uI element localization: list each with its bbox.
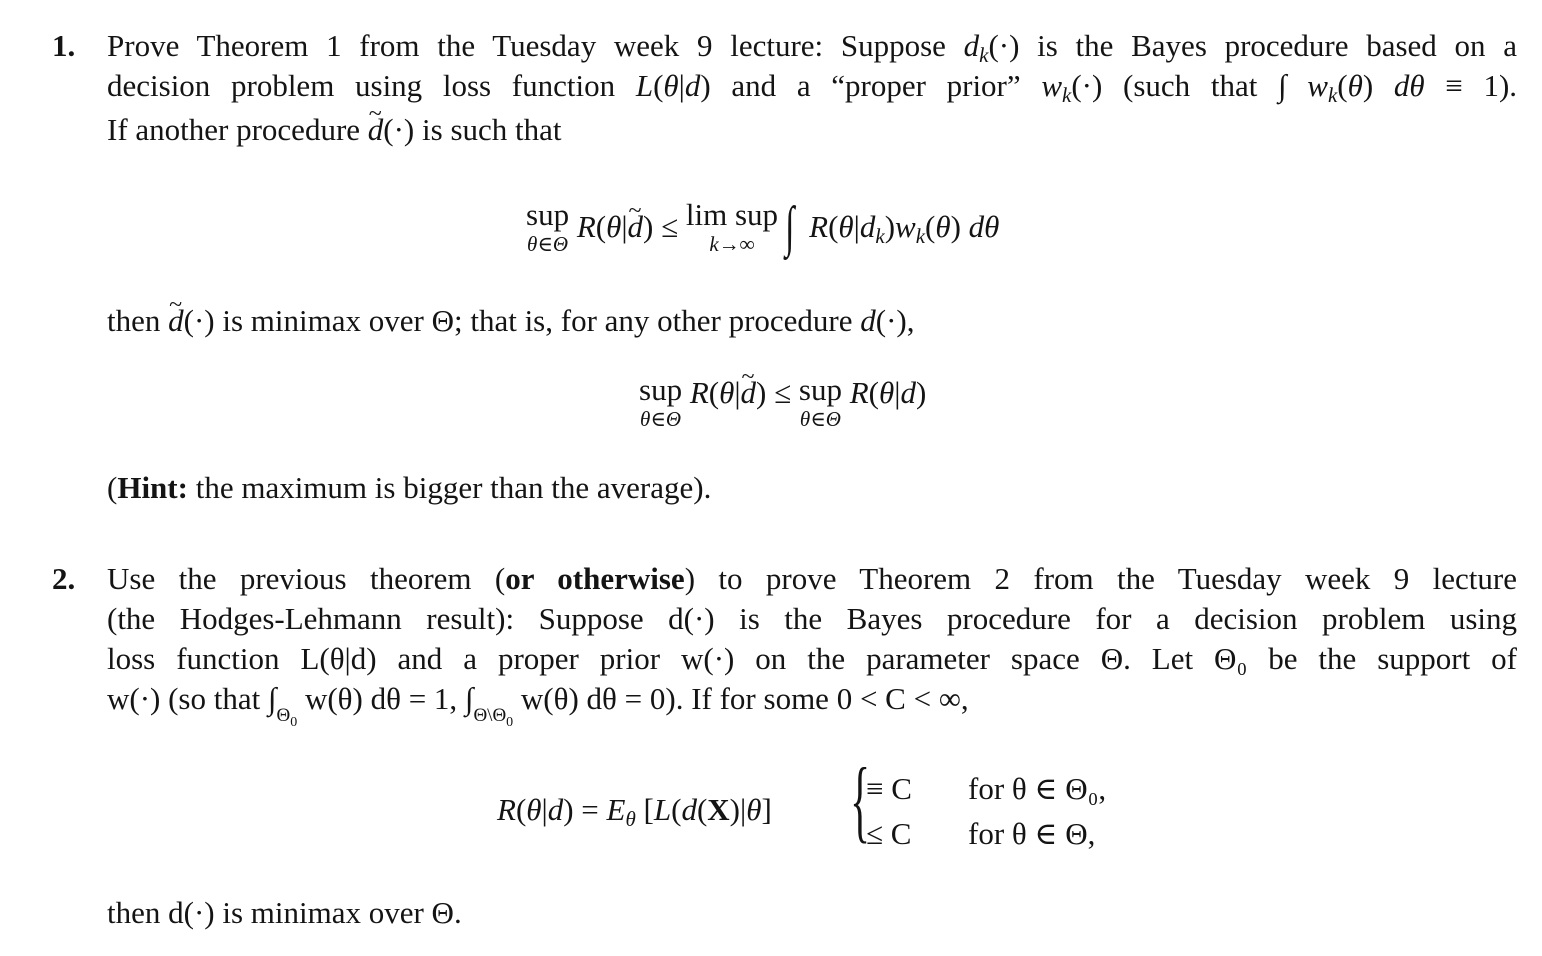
problem-1-then: then ~ d(·) is minimax over Θ; that is, for any other procedure d(·), (107, 302, 1517, 340)
problem-2-line-3: loss function L(θ|d) and a proper prior w(·) on the parameter space Θ. Let Θ₀ be the support of (107, 641, 1517, 676)
problem-2-final: then d(·) is minimax over Θ. (107, 895, 462, 930)
problem-2-line-2: (the Hodges-Lehmann result): Suppose d(·) is the Bayes procedure for a decision problem using (107, 601, 1517, 636)
equation-2: sup θ∈Θ R(θ|~ d) ≤ sup θ∈Θ R(θ|d) (639, 374, 926, 432)
case-2-relation: ≤ C (866, 816, 912, 851)
equation-1: sup θ∈Θ R(θ|~ d) ≤ lim sup k→∞ ∫ R(θ|dk)wk(θ) dθ (526, 199, 999, 257)
problem-1-number: 1. (52, 28, 76, 63)
problem-1-line-3: If another procedure ~ d(·) is such that (107, 111, 1517, 149)
problem-1-hint: (Hint: the maximum is bigger than the average). (107, 470, 712, 505)
equation-3-lhs: R(θ|d) = Eθ [L(d(X)|θ] (497, 792, 772, 831)
problem-2-line-1: Use the previous theorem (or otherwise) to prove Theorem 2 from the Tuesday week 9 lecture (107, 561, 1517, 596)
problem-1-line-2: decision problem using loss function L(θ|d) and a “proper prior” wk(·) (such that ∫ wk(θ) dθ ≡ 1). (107, 68, 1518, 107)
equation-3-brace: { (850, 749, 871, 851)
case-1-condition: for θ ∈ Θ₀, (968, 771, 1107, 806)
case-2-condition: for θ ∈ Θ, (968, 816, 1096, 851)
case-1-relation: ≡ C (866, 771, 912, 806)
problem-2-line-4: w(·) (so that $\int_{\Theta_0}$ w(θ) dθ = 1, $\int_{\Theta\backslash\Theta_0}$ w(θ) dθ = 0). If for some 0 < C < ∞, (107, 681, 969, 730)
problem-2-number: 2. (52, 561, 76, 596)
problem-1-line-1: Prove Theorem 1 from the Tuesday week 9 lecture: Suppose dk(·) is the Bayes procedure based on a (107, 28, 1517, 67)
